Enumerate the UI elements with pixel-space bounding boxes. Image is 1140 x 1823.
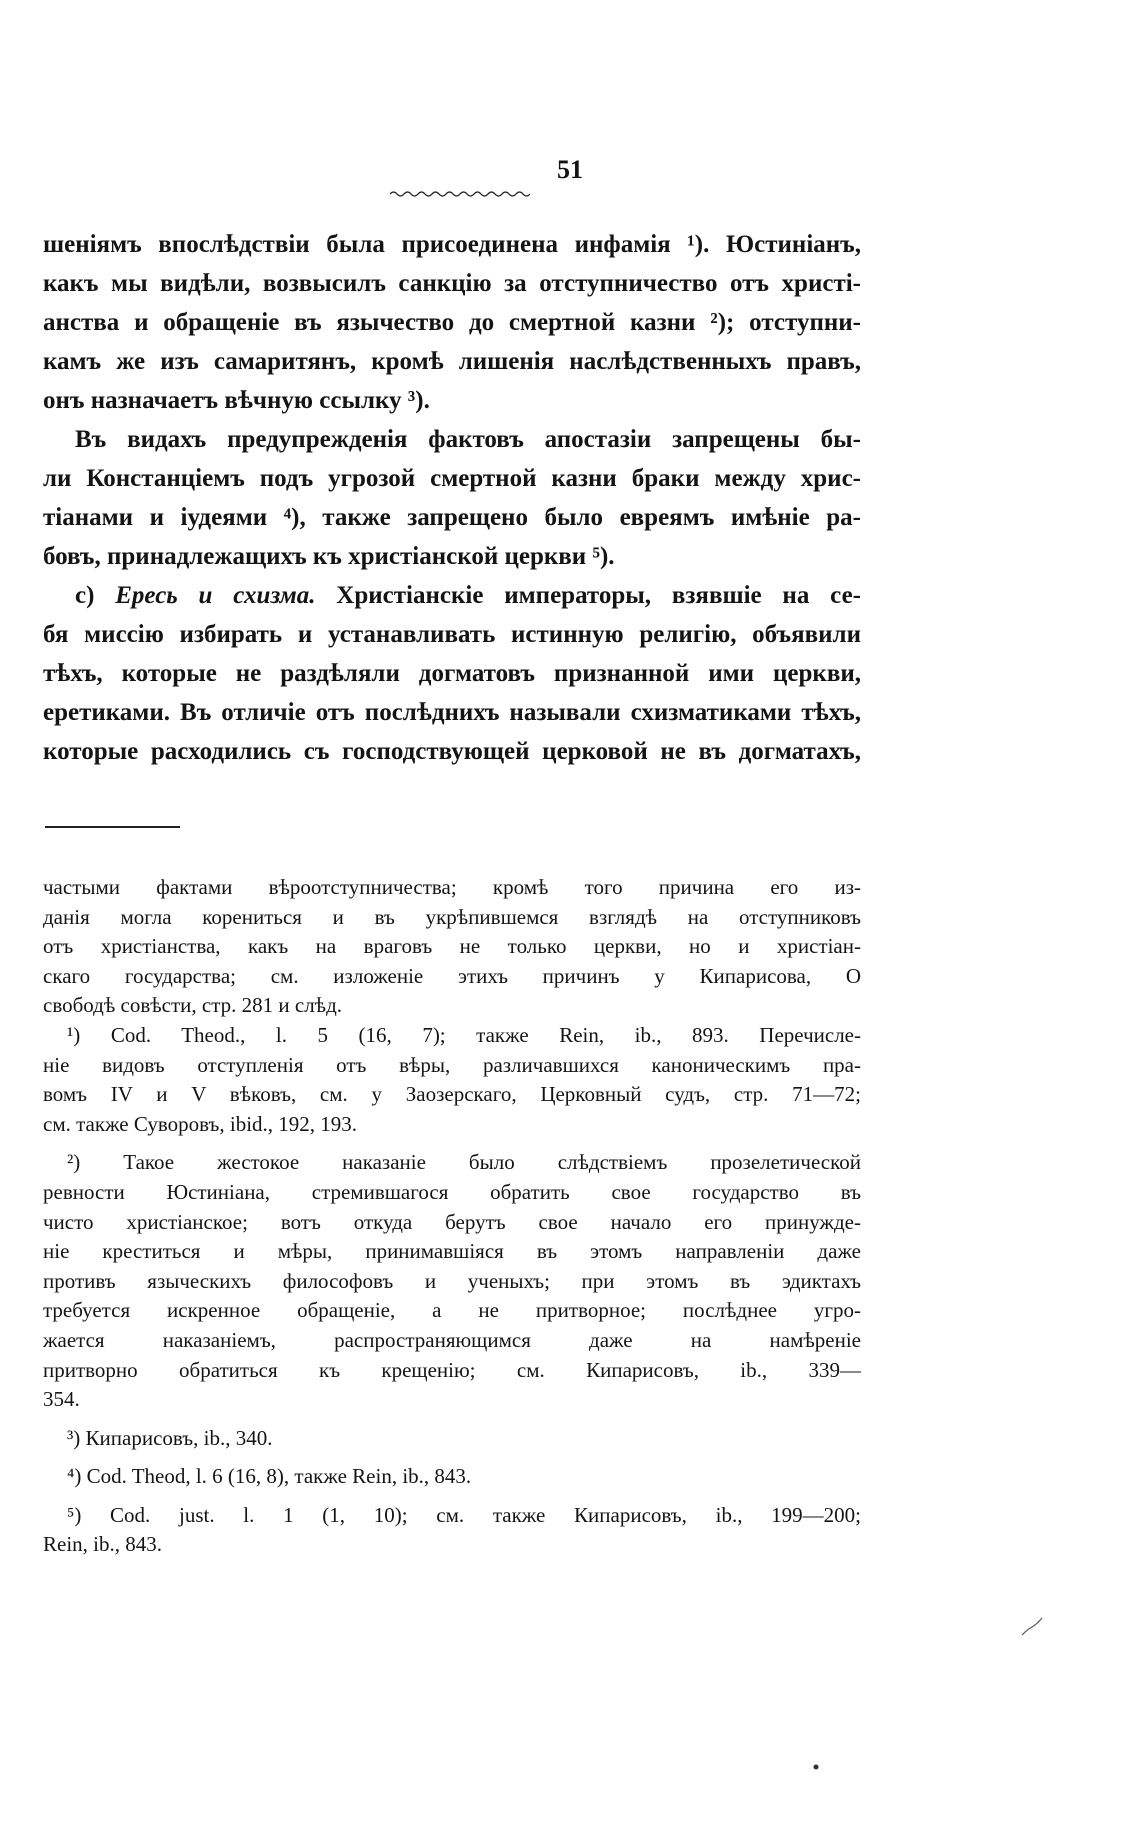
footnote-5: ⁵) Cod. just. l. 1 (1, 10); см. также Кипарисовъ, ib., 199—200; — [67, 1502, 861, 1527]
scan-dot-icon — [812, 1763, 820, 1771]
footnote-1: ¹) Cod. Theod., l. 5 (16, 7); также Rein, ib., 893. Перечисле- — [67, 1022, 861, 1047]
footnote-line: ніе видовъ отступленія отъ вѣры, различавшихся каноническимъ пра- — [43, 1052, 861, 1077]
page-number-wavy-rule — [390, 190, 530, 198]
main-line: бовъ, принадлежащихъ къ христіанской церкви ⁵). — [43, 543, 615, 570]
main-line: анства и обращеніе въ язычество до смертной казни ²); отступни- — [43, 309, 861, 336]
main-line: которые расходились съ господствующей церковой не въ догматахъ, — [43, 738, 861, 765]
footnote-line: свободѣ совѣсти, стр. 281 и слѣд. — [43, 993, 343, 1018]
footnote-line: 354. — [43, 1387, 80, 1412]
footnote-line: отъ христіанства, какъ на враговъ не только церкви, но и христіан- — [43, 934, 861, 959]
footnote-line: жается наказаніемъ, распространяющимся даже на намѣреніе — [43, 1327, 861, 1352]
footnote-line: данія могла корениться и въ укрѣпившемся взглядѣ на отступниковъ — [43, 904, 861, 929]
page-number: 51 — [557, 155, 583, 184]
main-line: шеніямъ впослѣдствіи была присоединена инфамія ¹). Юстиніанъ, — [43, 231, 861, 258]
footnote-line: чисто христіанское; вотъ откуда берутъ свое начало его принужде- — [43, 1209, 861, 1234]
main-line: тіанами и іудеями ⁴), также запрещено было евреямъ имѣніе ра- — [43, 504, 861, 531]
main-line: какъ мы видѣли, возвысилъ санкцію за отступничество отъ христі- — [43, 270, 861, 297]
footnote-divider — [45, 826, 180, 828]
footnote-4: ⁴) Cod. Theod, l. 6 (16, 8), также Rein, ib., 843. — [67, 1464, 472, 1489]
footnote-line: Rein, ib., 843. — [43, 1532, 162, 1557]
footnote-line: противъ языческихъ философовъ и ученыхъ; при этомъ въ эдиктахъ — [43, 1268, 861, 1293]
section-title: Ересь и схизма. — [115, 582, 316, 609]
footnote-line: требуется искренное обращеніе, а не притворное; послѣднее угро- — [43, 1298, 861, 1323]
main-line: бя миссію избирать и устанавливать истинную религію, объявили — [43, 621, 861, 648]
main-line-text: Христіанскіе императоры, взявшіе на се- — [336, 582, 861, 609]
footnote-line: ніе креститься и мѣры, принимавшіяся въ этомъ направленіи даже — [43, 1239, 861, 1264]
footnotes — [43, 873, 861, 1560]
section-heading-line — [43, 576, 861, 615]
main-text — [43, 225, 861, 771]
footnote-line: частыми фактами вѣроотступничества; кромѣ того причина его из- — [43, 875, 861, 899]
footnote-line: скаго государства; см. изложеніе этихъ причинъ у Кипарисова, О — [43, 963, 861, 988]
footnote-3: ³) Кипарисовъ, ib., 340. — [67, 1425, 273, 1450]
footnote-line: ревности Юстиніана, стремившагося обратить свое государство въ — [43, 1179, 861, 1204]
main-line: ли Констанціемъ подъ угрозой смертной казни браки между хрис- — [43, 465, 861, 492]
main-line: тѣхъ, которые не раздѣляли догматовъ признанной ими церкви, — [43, 660, 861, 687]
scan-speck-icon — [1020, 1615, 1046, 1637]
main-line: еретиками. Въ отличіе отъ послѣднихъ называли схизматиками тѣхъ, — [43, 699, 861, 726]
footnote-line: вомъ IV и V вѣковъ, см. у Заозерскаго, Церковный судъ, стр. 71—72; — [43, 1082, 861, 1107]
footnote-line: притворно обратиться къ крещенію; см. Кипарисовъ, ib., 339— — [43, 1357, 861, 1382]
main-line: камъ же изъ самаритянъ, кромѣ лишенія наслѣдственныхъ правъ, — [43, 348, 861, 375]
main-line: онъ назначаетъ вѣчную ссылку ³). — [43, 387, 430, 414]
footnote-line: см. также Суворовъ, ibid., 192, 193. — [43, 1111, 358, 1136]
main-line: Въ видахъ предупрежденія фактовъ апостазіи запрещены бы- — [75, 426, 861, 453]
footnote-2: ²) Такое жестокое наказаніе было слѣдствіемъ прозелетической — [67, 1150, 861, 1175]
section-label: c) — [75, 582, 95, 609]
